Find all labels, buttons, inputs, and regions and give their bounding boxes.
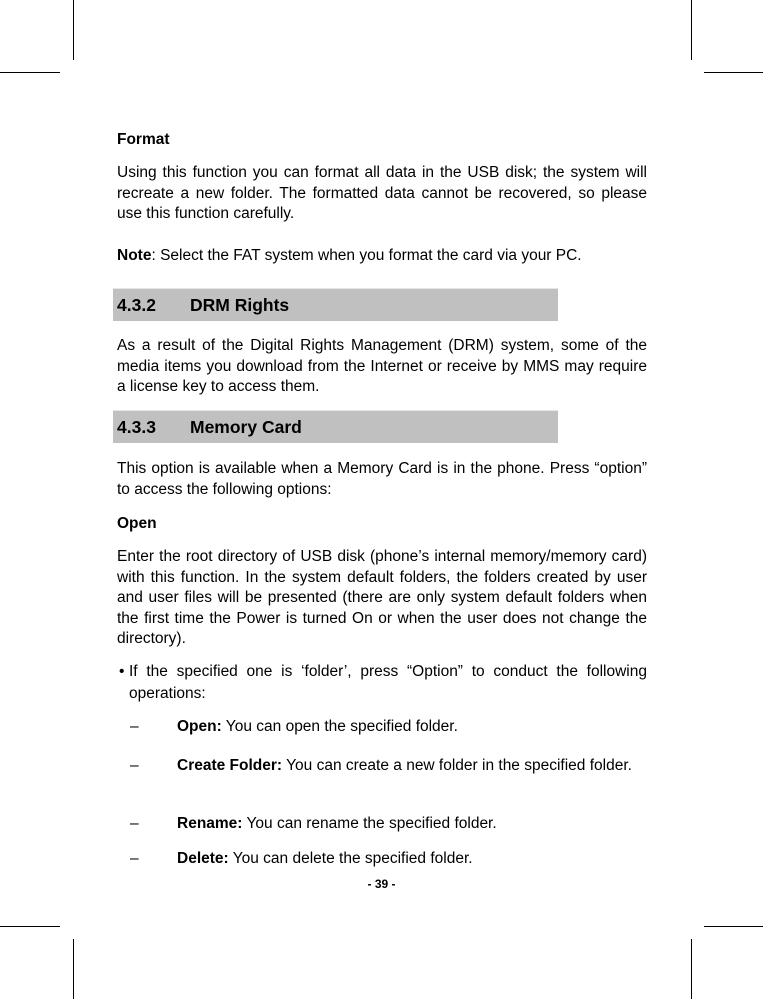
option-label: Create Folder: (177, 757, 283, 774)
option-label: Open: (177, 718, 222, 735)
option-description (177, 814, 647, 835)
format-heading: Format (117, 131, 170, 148)
crop-mark-top-left-horizontal (0, 72, 60, 73)
bullet-text: If the specified one is ‘folder’, press “Option” to conduct the following operations: (129, 663, 647, 702)
section-number: 4.3.2 (117, 295, 156, 315)
option-text: You can create a new folder in the specified folder. (282, 757, 632, 774)
open-heading: Open (117, 515, 157, 532)
crop-mark-top-left-vertical (73, 0, 74, 60)
dash-icon: – (130, 757, 139, 774)
section-title: Memory Card (190, 417, 302, 437)
section-number: 4.3.3 (117, 417, 156, 437)
option-description (177, 717, 647, 738)
crop-mark-top-right-horizontal (704, 72, 763, 73)
crop-mark-bottom-left-horizontal (0, 926, 60, 927)
note-label: Note (117, 247, 152, 264)
format-body: Using this function you can format all data in the USB disk; the system will recreate a new folder. The formatted data cannot be recovered, so please use this function carefully. (117, 164, 647, 222)
dash-icon: – (130, 718, 139, 735)
memory-body: This option is available when a Memory Card is in the phone. Press “option” to access the following options: (117, 460, 647, 498)
option-label: Delete: (177, 850, 229, 867)
option-description (177, 849, 647, 870)
section-heading-drm-rights (113, 288, 558, 321)
dash-icon: – (130, 815, 139, 832)
section-heading-memory-card (113, 410, 558, 443)
crop-mark-top-right-vertical (691, 0, 692, 60)
option-text: You can delete the specified folder. (228, 850, 473, 867)
note-text: : Select the FAT system when you format the card via your PC. (151, 247, 582, 264)
option-label: Rename: (177, 815, 243, 832)
bullet-icon: • (119, 663, 125, 680)
option-text: You can rename the specified folder. (242, 815, 497, 832)
crop-mark-bottom-right-horizontal (704, 926, 763, 927)
page-number: - 39 - (367, 877, 396, 891)
open-body: Enter the root directory of USB disk (phone’s internal memory/memory card) with this function. In the system default folders, the folders created by user and user files will be presented (there are only system default folders when the first time the Power is turned On or when the user does not change the directory). (117, 548, 647, 647)
crop-mark-bottom-left-vertical (73, 939, 74, 999)
drm-body: As a result of the Digital Rights Management (DRM) system, some of the media items you download from the Internet or receive by MMS may require a license key to access them. (117, 337, 647, 395)
option-text: You can open the specified folder. (221, 718, 458, 735)
section-title: DRM Rights (190, 295, 290, 315)
format-note (117, 246, 647, 267)
option-description (177, 756, 647, 777)
dash-icon: – (130, 850, 139, 867)
crop-mark-bottom-right-vertical (691, 939, 692, 999)
